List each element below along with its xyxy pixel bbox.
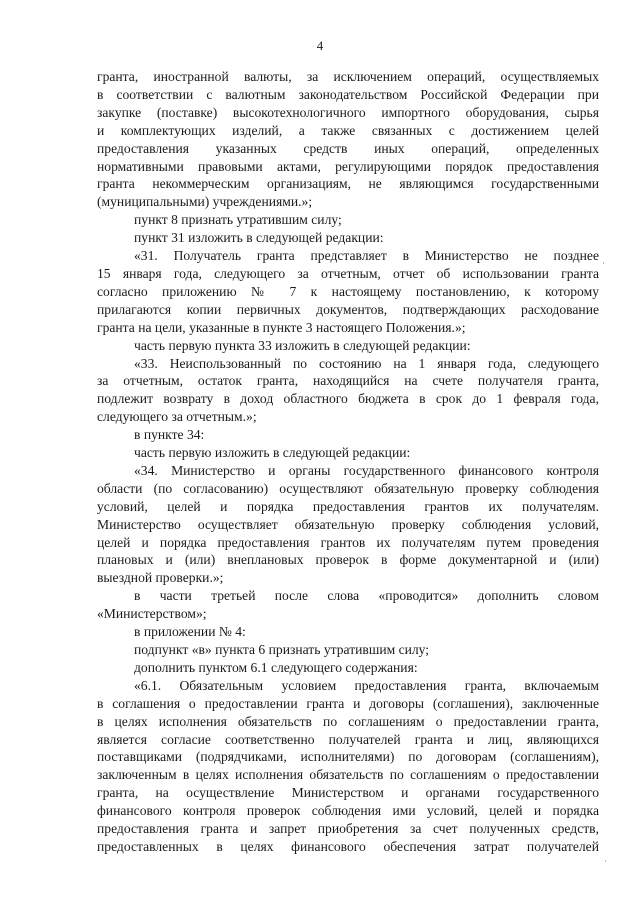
paragraph (97, 337, 599, 355)
text-line: согласно приложению № 7 к настоящему постановлению, к которому (97, 283, 599, 299)
text-line: предоставления указанных средств иных операций, определенных (97, 140, 599, 156)
text-line: и комплектующих изделий, а также связанных с достижением целей (97, 122, 599, 138)
text-line: «34. Министерство и органы государственного финансового контроля (134, 462, 599, 478)
text-line: гранта некоммерческим организациям, не являющимся государственными (97, 176, 599, 192)
paragraph (97, 587, 599, 623)
text-line: прилагаются копии первичных документов, подтверждающих расходование (97, 301, 599, 317)
text-line: «6.1. Обязательным условием предоставления гранта, включаемым (134, 677, 599, 693)
paragraph (97, 623, 599, 641)
paragraph (97, 462, 599, 587)
text-line: поставщиками (подрядчиками, исполнителями) по договорам (соглашениям), (97, 749, 599, 765)
text-line: гранта, на осуществление Министерством и органами государственного (97, 785, 599, 801)
text-line: пункт 8 признать утратившим силу; (134, 212, 342, 228)
text-line: заключенным в целях исполнения обязательств по соглашениям о предоставлении (97, 767, 599, 783)
paragraph (97, 247, 599, 337)
scan-artifact (605, 860, 606, 862)
text-line: плановых и (или) внеплановых проверок в форме документарной и (или) (97, 552, 599, 568)
paragraph (97, 426, 599, 444)
text-line: предоставления гранта и запрет приобретения за счет полученных средств, (97, 821, 599, 837)
text-line: нормативными правовыми актами, регулирующими порядок предоставления (97, 158, 599, 174)
document-body (97, 68, 599, 856)
text-line: Министерство осуществляет обязательную проверку соблюдения условий, (97, 516, 599, 532)
text-line: в целях исполнения обязательств по соглашениям о предоставлении гранта, (97, 713, 599, 729)
paragraph (97, 677, 599, 856)
text-line: подпункт «в» пункта 6 признать утратившим силу; (134, 642, 430, 657)
paragraph (97, 229, 599, 247)
page-number: 4 (316, 38, 324, 53)
paragraph (97, 659, 599, 677)
text-line: дополнить пунктом 6.1 следующего содержания: (134, 659, 418, 675)
text-line: финансового контроля проверок соблюдения ими условий, целей и порядка (97, 803, 599, 819)
text-line: «31. Получатель гранта представляет в Министерство не позднее (134, 248, 599, 264)
text-line: целей и порядка предоставления грантов их получателям путем проведения (97, 534, 599, 550)
text-line: в приложении № 4: (134, 624, 246, 640)
text-line: подлежит возврату в доход областного бюджета в срок до 1 февраля года, (97, 391, 599, 407)
text-line: гранта, иностранной валюты, за исключением операций, осуществляемых (97, 69, 599, 84)
text-line: часть первую изложить в следующей редакции: (134, 445, 411, 461)
text-line: за отчетным, остаток гранта, находящийся на счете получателя гранта, (97, 373, 599, 389)
text-line: в части третьей после слова «проводится» дополнить словом (134, 588, 599, 604)
text-line: (муниципальными) учреждениями.»; (97, 194, 313, 210)
text-line: в соответствии с валютным законодательством Российской Федерации при (97, 86, 599, 102)
text-line: «Министерством»; (97, 606, 207, 622)
scan-artifact (603, 262, 604, 264)
paragraph (97, 444, 599, 462)
text-line: является согласие соответственно получателей гранта и лиц, являющихся (97, 731, 599, 747)
text-line: «33. Неиспользованный по состоянию на 1 января года, следующего (134, 355, 599, 371)
text-line: гранта на цели, указанные в пункте 3 настоящего Положения.»; (97, 319, 466, 335)
text-line: в пункте 34: (134, 427, 205, 443)
paragraph (97, 355, 599, 427)
text-line: предоставленных в целях финансового обеспечения затрат получателей (97, 838, 599, 854)
text-line: закупке (поставке) высокотехнологичного импортного оборудования, сырья (97, 104, 599, 120)
text-line: 15 января года, следующего за отчетным, отчет об использовании гранта (97, 265, 599, 281)
paragraph (97, 641, 599, 659)
text-line: часть первую пункта 33 изложить в следующей редакции: (134, 337, 471, 353)
text-line: пункт 31 изложить в следующей редакции: (134, 230, 384, 246)
paragraph (97, 68, 599, 211)
paragraph (97, 211, 599, 229)
text-line: области (по согласованию) осуществляют обязательную проверку соблюдения (97, 480, 599, 496)
text-line: в соглашения о предоставлении гранта и договоры (соглашения), заключенные (97, 695, 599, 711)
text-line: условий, целей и порядка предоставления грантов их получателям. (97, 498, 599, 514)
text-line: выездной проверки.»; (97, 570, 224, 586)
text-line: следующего за отчетным.»; (97, 409, 257, 425)
